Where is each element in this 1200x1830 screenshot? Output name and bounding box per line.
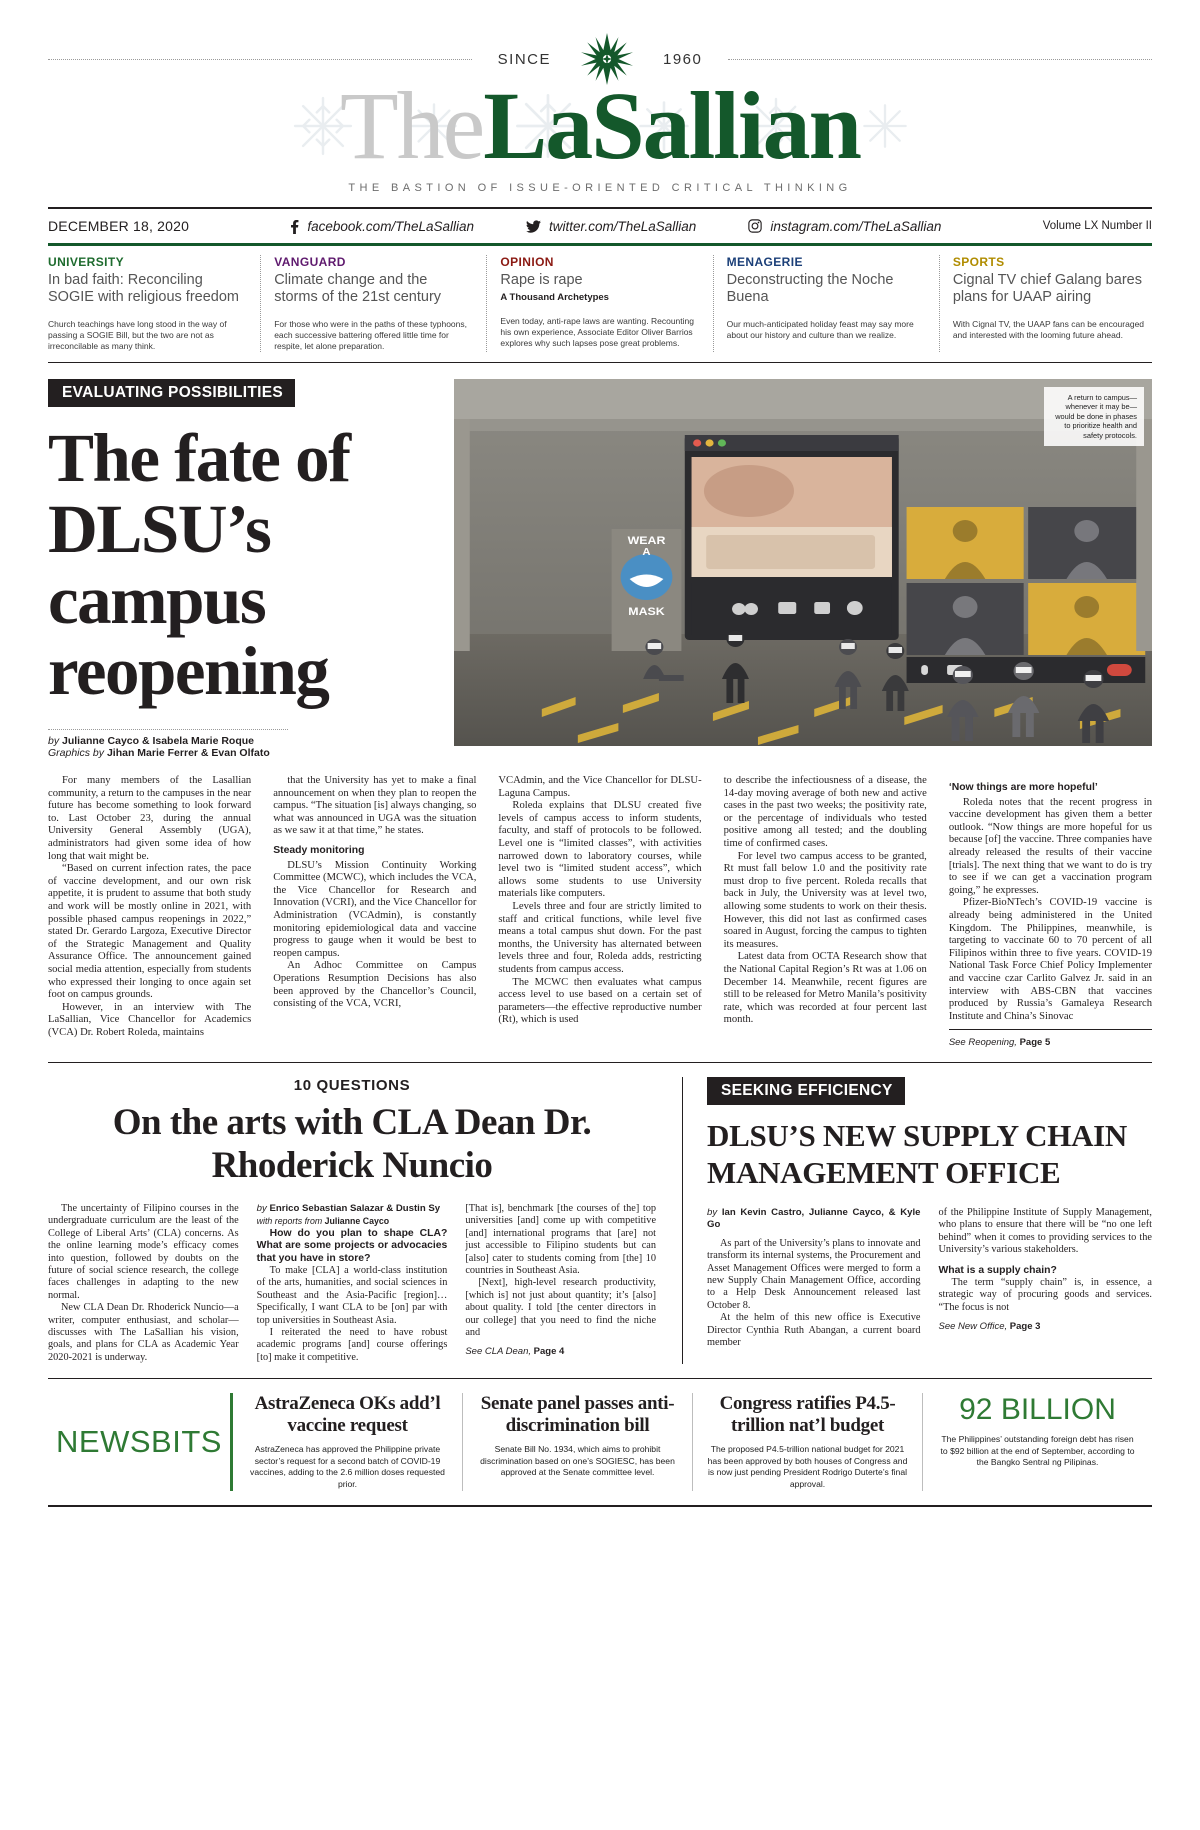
- tenq-column-2: [257, 1203, 448, 1364]
- jump-page: Page 5: [1019, 1037, 1051, 1049]
- paragraph: Levels three and four are strictly limited to staff and critical functions, while level five means a total campus shut down. For the past months, the University has alternated between levels three and four, Roleda adds, restricting students from campus access.: [498, 900, 702, 975]
- newsbits-label: NEWSBITS: [56, 1423, 222, 1459]
- nav-kicker: SPORTS: [952, 255, 1005, 269]
- paragraph: Roleda explains that DLSU created five levels of campus access to inform students, faculty, and staff of protocols to be followed. Level one is “limited classes”, with activities narrowed down to laboratory courses, while level two is “limited student access”, which allows some students to use University materials like computers.: [498, 800, 702, 900]
- nav-item-sports[interactable]: [939, 255, 1152, 352]
- tenq-reports: [257, 1215, 448, 1227]
- instagram-label: instagram.com/TheLaSallian: [770, 218, 942, 234]
- svg-text:WEAR: WEAR: [627, 534, 666, 547]
- paragraph: I reiterated the need to have robust academic programs [and] course offerings [to] make it competitive.: [256, 1326, 448, 1363]
- supply-chain-headline: DLSU’S NEW SUPPLY CHAIN MANAGEMENT OFFICE: [707, 1117, 1128, 1190]
- tenq-byline: [257, 1203, 448, 1215]
- newsbit-headline: AstraZeneca OKs add’l vaccine request: [254, 1393, 441, 1437]
- ten-questions-columns: [48, 1203, 656, 1364]
- masthead-tagline: THE BASTION OF ISSUE-ORIENTED CRITICAL THINKING: [348, 182, 852, 194]
- issue-date: DECEMBER 18, 2020: [48, 218, 190, 234]
- nav-blurb: For those who were in the paths of these typhoons, each successive battering offered little time for respite, let alone preparation.: [274, 319, 467, 351]
- lead-headline: The fate of DLSU’s campus reopening: [48, 420, 350, 709]
- paragraph: The uncertainty of Filipino courses in the undergraduate curriculum are the least of the College of Liberal Arts’ (CLA) concerns. As the online learning mode’s efficacy comes into question, followed by doubts on the future of social science research, the college faces challenges in adapting to the new normal.: [48, 1202, 239, 1301]
- tenq-jumpline[interactable]: [465, 1346, 656, 1358]
- twitter-icon: [526, 220, 541, 233]
- volume-number: Volume LX Number II: [1042, 220, 1152, 232]
- photo-caption: A return to campus—whenever it may be—would be done in phases to prioritize health and safety protocols.: [1044, 387, 1144, 446]
- nav-headline: Climate change and the storms of the 21st century: [274, 272, 442, 305]
- nav-kicker: UNIVERSITY: [48, 255, 125, 269]
- social-links: [189, 219, 1043, 234]
- supply-chain-columns: [707, 1207, 1152, 1349]
- ten-questions-label: 10 QUESTIONS: [293, 1076, 411, 1094]
- paragraph: For many members of the Lasallian community, a return to the campuses in the near future has become something to look forward to. Last October 23, during the annual University General Assembly (UGA), administrators had given some idea of how long that wait might be.: [48, 775, 252, 862]
- twitter-label: twitter.com/TheLaSallian: [549, 218, 697, 234]
- paragraph: For level two campus access to be granted, Rt must fall below 1.0 and the positivity rate must drop to five percent. Roleda recalls that back in July, the University was at level two, allowing some students to work on their thesis. However, this did not last as confirmed cases soared in August, forcing the campus to tighten its measures.: [723, 850, 927, 950]
- graphics-authors: Jihan Marie Ferrer & Evan Olfato: [106, 747, 270, 759]
- twitter-link[interactable]: [526, 219, 696, 234]
- since-label: SINCE: [497, 50, 551, 68]
- lead-body-columns: [48, 759, 1152, 1050]
- reports-authors: Julianne Cayco: [324, 1216, 390, 1227]
- newspaper-front-page: [0, 30, 1200, 1830]
- date-social-bar: [48, 209, 1152, 243]
- paragraph: However, in an interview with The LaSallian, Vice Chancellor for Academics (VCA) Dr. Robert Roleda, maintains: [48, 1001, 252, 1038]
- jump-page: Page 4: [533, 1346, 565, 1358]
- dotted-rule-left: [48, 59, 472, 60]
- ten-questions-story: [48, 1077, 656, 1364]
- paragraph: The term “supply chain” is, in essence, a strategic way of procuring goods and services. “The focus is not: [938, 1276, 1152, 1313]
- masthead-logo: [48, 72, 1152, 179]
- instagram-icon: [748, 219, 762, 233]
- supply-jumpline[interactable]: [939, 1321, 1153, 1333]
- jump-italic: See CLA Dean,: [465, 1346, 532, 1358]
- tenq-column-3: [465, 1203, 656, 1364]
- newsbit-item[interactable]: [230, 1393, 462, 1490]
- instagram-link[interactable]: [748, 219, 941, 234]
- facebook-icon: [290, 219, 299, 234]
- newsbit-body: AstraZeneca has approved the Philippine private sector’s request for a second batch of COVID-19 vaccines, adding to the 2.6 million doses requested prior.: [250, 1444, 445, 1489]
- paragraph: As part of the University’s plans to innovate and transform its internal systems, the Procurement and Asset Management Offices were merged to form a new Supply Chain Management Office, according to a Help Desk Announcement released last October 8.: [707, 1237, 921, 1311]
- supply-subhead: What is a supply chain?: [938, 1264, 1057, 1276]
- byline-prefix: by: [256, 1202, 267, 1214]
- byline-rule: [48, 729, 288, 730]
- lead-story: [48, 363, 1152, 759]
- jump-page: Page 3: [1009, 1321, 1041, 1333]
- nav-headline: Rape is rape: [500, 272, 583, 288]
- wordmark-the: The: [339, 72, 484, 179]
- newsbit-big-number: 92 BILLION: [959, 1393, 1116, 1427]
- nav-kicker: VANGUARD: [274, 255, 346, 269]
- reports-prefix: with reports from: [256, 1216, 323, 1227]
- lead-byline: [48, 735, 428, 759]
- svg-text:MASK: MASK: [628, 605, 665, 618]
- newsbit-headline: Senate panel passes anti-discrimination bill: [480, 1393, 675, 1437]
- paragraph: to describe the infectiousness of a disease, the 14-day moving average of both new and active cases in the past two weeks; the positivity rate, or the percentage of individuals who tested positive among all tested; and the doubling time of confirmed cases.: [723, 775, 927, 849]
- lead-text-block: [48, 379, 428, 759]
- jump-rule: [949, 1029, 1152, 1030]
- tenq-column-1: [48, 1203, 239, 1364]
- paragraph: New CLA Dean Dr. Rhoderick Nuncio—a writer, computer enthusiast, and scholar—discusses with The LaSallian his vision, goals, and plans for CLA as Academic Year 2020-2021 is underway.: [48, 1302, 239, 1363]
- paragraph: [That is], benchmark [the courses of the] top universities [and] come up with competitive [and] international programs that [are] not just accessible to Filipino students but can [also] cater to students coming from [the] 10 countries in Southeast Asia.: [465, 1202, 657, 1276]
- body-column-1: [48, 775, 251, 1050]
- paragraph: Roleda notes that the recent progress in vaccine development has given them a better outlook. “Now things are more hopeful for us because [of] the vaccine. Three companies have already released the results of their vaccine [trials]. The next thing that we want to do is try to see if we can get a vaccination program going,” he expresses.: [948, 796, 1153, 896]
- paragraph: [Next], high-level research productivity, [which is] not just about quantity; it’s [also] about quality. I told [the center directors in our college] that you need to find the niche and: [465, 1277, 657, 1338]
- body-column-2: [273, 775, 476, 1050]
- newsbit-item[interactable]: [462, 1393, 692, 1490]
- paragraph: VCAdmin, and the Vice Chancellor for DLSU-Laguna Campus.: [498, 775, 702, 799]
- lead-photo-block: [454, 379, 1152, 759]
- nav-kicker: OPINION: [500, 255, 554, 269]
- body-column-4: [724, 775, 927, 1050]
- paragraph: At the helm of this new office is Executive Director Cynthia Ruth Abangan, a current board member: [707, 1312, 921, 1348]
- byline-authors: Julianne Cayco & Isabela Marie Roque: [62, 735, 254, 747]
- svg-text:A: A: [642, 546, 651, 558]
- paragraph: that the University has yet to make a final announcement on when they plan to reopen the campus. “The situation [is] always changing, so what was announced in UGA was the situation as we saw it at that time,” he states.: [273, 775, 477, 837]
- byline-prefix: by: [707, 1206, 718, 1218]
- nav-subtitle: A Thousand Archetypes: [500, 292, 609, 303]
- nav-item-opinion[interactable]: [486, 255, 712, 352]
- supply-column-2: [939, 1207, 1153, 1349]
- nav-blurb: Church teachings have long stood in the way of passing a SOGIE Bill, but the two are not as irreconcilable as many think.: [48, 319, 227, 351]
- byline-authors: Enrico Sebastian Salazar & Dustin Sy: [269, 1202, 441, 1214]
- nav-item-vanguard[interactable]: [260, 255, 486, 352]
- paragraph: To make [CLA] a world-class institution of the arts, humanities, and social sciences in Southeast and the Asia-Pacific [region]…Specifically, I want CLA to be [on] par with top universities in Southeast Asia.: [256, 1264, 448, 1326]
- paragraph: “Based on current infection rates, the pace of vaccine development, and our own risk appetite, it is prudent to assume that both study and work will be mostly online in 2021, with possible phased campus reopenings in 2022,” stated Dr. Gerardo Largoza, Executive Director of the Strategic Management and Quality Assurance Office. The announcement gained social media attention, especially from students who expressed their longing to once again set foot on campus grounds.: [48, 863, 252, 1001]
- paragraph: Pfizer-BioNTech’s COVID-19 vaccine is already being administered in the United Kingdom. The Philippines, meanwhile, is targeting to vaccinate 60 to 70 percent of all Filipinos within three to five years. COVID-19 National Task Force Chief Policy Implementer and vaccine czar Carlito Galvez Jr. said in an interview with ABS-CBN that vaccines produced by Russia’s Gamaleya Research Institute and China’s Sinovac: [948, 897, 1153, 1022]
- nav-headline: Deconstructing the Noche Buena: [726, 272, 894, 305]
- nav-item-menagerie[interactable]: [713, 255, 939, 352]
- paragraph: The MCWC then evaluates what campus access level to use based on a certain set of parameters—the effective reproductive number (Rt), which is used: [498, 976, 702, 1026]
- newsbit-body: The Philippines’ outstanding foreign debt has risen to $92 billion at the end of September, according to the Bangko Sentral ng Pilipinas.: [940, 1434, 1135, 1468]
- byline-prefix: by: [48, 735, 60, 747]
- body-column-5: [949, 775, 1152, 1050]
- tenq-question: How do you plan to shape CLA? What are some projects or advocacies that you have in store?: [256, 1227, 448, 1264]
- newsbits-section: [48, 1379, 1152, 1490]
- newsbits-bottom-rule: [48, 1505, 1152, 1507]
- newsbit-item[interactable]: [922, 1393, 1152, 1490]
- wordmark-lasallian: LaSallian: [483, 72, 861, 179]
- paragraph: Latest data from OCTA Research show that the National Capital Region’s Rt was at 1.06 on December 14. Meanwhile, recent figures are still to be released for Metro Manila’s positivity rate, which was recorded at four percent last month.: [723, 951, 927, 1026]
- nav-blurb: With Cignal TV, the UAAP fans can be encouraged and interested with the looming future ahead.: [952, 319, 1145, 340]
- ten-questions-headline: On the arts with CLA Dean Dr. Rhoderick Nuncio: [112, 1101, 592, 1186]
- nav-item-university[interactable]: [48, 255, 260, 352]
- lead-photo: [454, 379, 1152, 746]
- newsbit-item[interactable]: [692, 1393, 922, 1490]
- nav-headline: Cignal TV chief Galang bares plans for UAAP airing: [952, 272, 1142, 305]
- newsbit-headline: Congress ratifies P4.5-trillion nat’l budget: [719, 1393, 896, 1437]
- since-year: 1960: [662, 50, 703, 68]
- masthead-wordmark: [48, 72, 1152, 179]
- facebook-link[interactable]: [290, 219, 474, 234]
- byline-authors: Ian Kevin Castro, Julianne Cayco, & Kyle Go: [707, 1206, 921, 1231]
- section-nav: [48, 246, 1152, 362]
- jump-italic: See Reopening,: [948, 1037, 1017, 1049]
- mid-section: [48, 1063, 1152, 1364]
- lead-jumpline[interactable]: [949, 1037, 1152, 1050]
- paragraph: of the Philippine Institute of Supply Management, who plans to ensure that there will be “no one left behind” when it comes to providing services to the University’s various stakeholders.: [938, 1206, 1152, 1256]
- nav-blurb: Even today, anti-rape laws are wanting. Recounting his own experience, Associate Editor Oliver Barrios explores why such lapses pose great problems.: [500, 316, 694, 348]
- dotted-rule-right: [728, 59, 1152, 60]
- paragraph: An Adhoc Committee on Campus Operations Resumption Decisions has also been approved by the Chancellor’s Council, consisting of the VCA, VCRI,: [273, 960, 477, 1010]
- newsbit-body: Senate Bill No. 1934, which aims to prohibit discrimination based on one’s SOGIESC, has been approved at the Senate committee level.: [480, 1444, 675, 1478]
- supply-column-1: [707, 1207, 921, 1349]
- facebook-label: facebook.com/TheLaSallian: [307, 218, 474, 234]
- nav-blurb: Our much-anticipated holiday feast may say more about our history and culture than we realize.: [726, 319, 914, 340]
- newsbit-body: The proposed P4.5-trillion national budget for 2021 has been approved by both houses of Congress and is now just pending President Rodrigo Duterte’s final approval.: [707, 1444, 908, 1489]
- body-subhead: Steady monitoring: [273, 844, 365, 856]
- paragraph: DLSU’s Mission Continuity Working Committee (MCWC), which includes the VCA, the Vice Chancellor for Research and Innovation (VCRI), and the Vice Chancellor for Administration (VCAdmin), is constantly monitoring epidemiological data and vaccine progress to gauge when it would be best to reopen campus.: [273, 859, 477, 959]
- supply-chain-kicker: SEEKING EFFICIENCY: [707, 1077, 905, 1105]
- graphics-prefix: Graphics by: [48, 747, 105, 759]
- body-column-3: [498, 775, 701, 1050]
- nav-headline: In bad faith: Reconciling SOGIE with religious freedom: [48, 272, 239, 305]
- supply-byline: [707, 1207, 921, 1232]
- lead-kicker: EVALUATING POSSIBILITIES: [48, 379, 295, 407]
- body-subhead: ‘Now things are more hopeful’: [948, 782, 1098, 793]
- jump-italic: See New Office,: [938, 1321, 1008, 1333]
- nav-kicker: MENAGERIE: [726, 255, 803, 269]
- supply-chain-story: [682, 1077, 1152, 1364]
